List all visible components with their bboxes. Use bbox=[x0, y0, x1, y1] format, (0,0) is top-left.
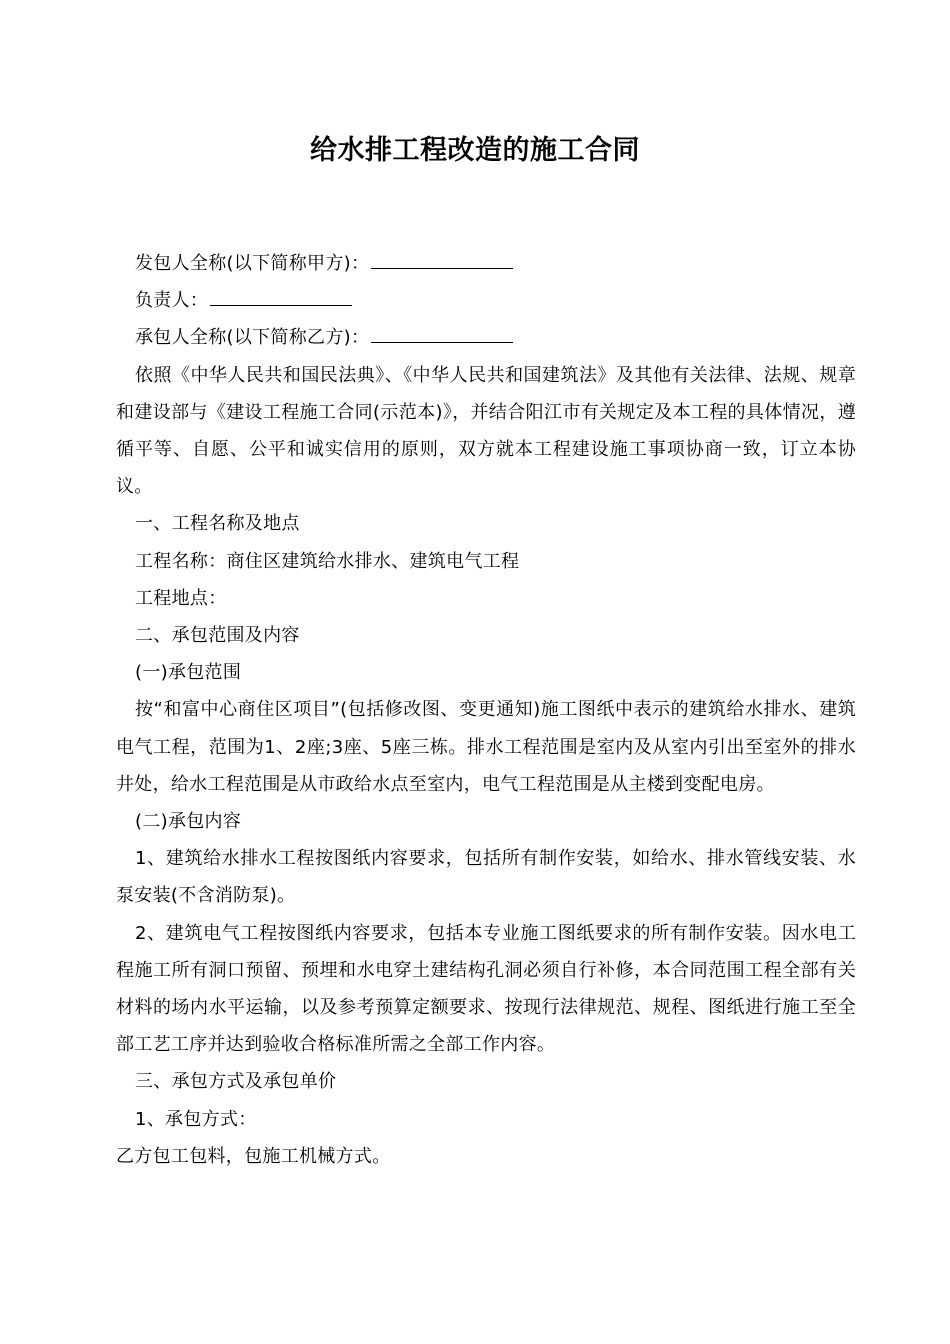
scope-paragraph: 按“和富中心商住区项目”(包括修改图、变更通知)施工图纸中表示的建筑给水排水、建筑电气工程，范围为1、2座;3座、5座三栋。排水工程范围是室内及从室内引出至室外的排水井处，给水工程范围是从市政给水点至室内，电气工程范围是从主楼到变配电房。 bbox=[116, 699, 856, 795]
method-paragraph: 乙方包工包料，包施工机械方式。 bbox=[116, 1145, 391, 1167]
contractor-blank-line bbox=[371, 324, 513, 343]
employer-field bbox=[116, 245, 856, 282]
responsible-blank-line bbox=[210, 287, 352, 306]
section-2-heading: 二、承包范围及内容 bbox=[135, 625, 300, 647]
method-heading: 1、承包方式： bbox=[135, 1108, 257, 1130]
project-location: 工程地点： bbox=[135, 587, 227, 609]
contractor-field bbox=[116, 319, 856, 356]
employer-label: 发包人全称(以下简称甲方)： bbox=[135, 253, 370, 274]
content-heading: (二)承包内容 bbox=[135, 811, 242, 833]
intro-paragraph: 依照《中华人民共和国民法典》、《中华人民共和国建筑法》及其他有关法律、法规、规章和建设部与《建设工程施工合同(示范本)》，并结合阳江市有关规定及本工程的具体情况，遵循平等、自愿、公平和诚实信用的原则，双方就本工程建设施工事项协商一致，订立本协议。 bbox=[116, 364, 856, 498]
responsible-field bbox=[116, 282, 856, 319]
contractor-label: 承包人全称(以下简称乙方)： bbox=[135, 327, 370, 349]
section-3-heading: 三、承包方式及承包单价 bbox=[135, 1071, 337, 1093]
responsible-label: 负责人： bbox=[135, 290, 209, 312]
document-body bbox=[116, 245, 856, 1175]
project-name: 工程名称：商住区建筑给水排水、建筑电气工程 bbox=[135, 550, 520, 572]
section-1-heading: 一、工程名称及地点 bbox=[135, 513, 300, 535]
content-item-1: 1、建筑给水排水工程按图纸内容要求，包括所有制作安装，如给水、排水管线安装、水泵安装(不含消防泵)。 bbox=[116, 848, 856, 907]
document-title: 给水排工程改造的施工合同 bbox=[310, 135, 640, 166]
employer-blank-line bbox=[371, 250, 513, 269]
content-item-2: 2、建筑电气工程按图纸内容要求，包括本专业施工图纸要求的所有制作安装。因水电工程施工所有洞口预留、预埋和水电穿土建结构孔洞必须自行补修，本合同范围工程全部有关材料的场内水平运输，以及参考预算定额要求、按现行法律规范、规程、图纸进行施工至全部工艺工序并达到验收合格标准所需之全部工作内容。 bbox=[116, 922, 856, 1056]
scope-heading: (一)承包范围 bbox=[135, 662, 242, 684]
